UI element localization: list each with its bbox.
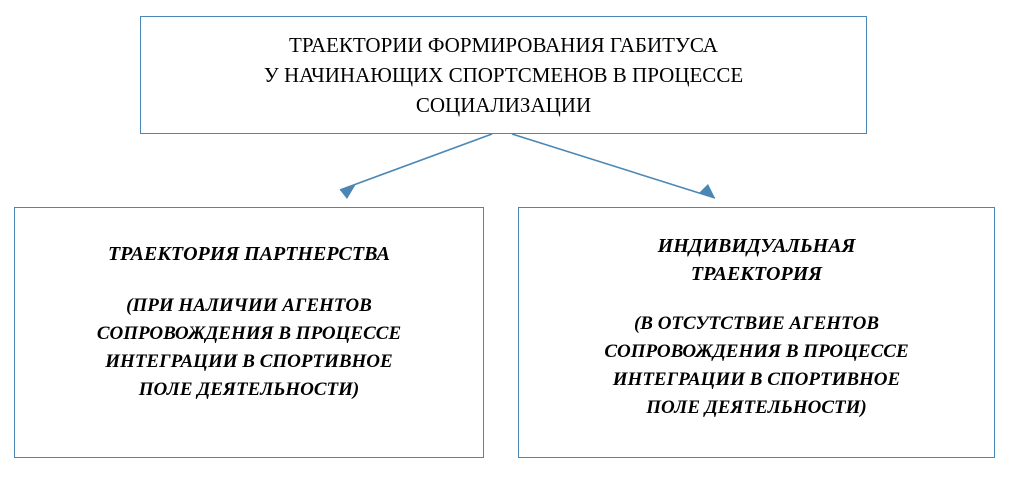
branch-node-individual <box>518 207 995 458</box>
partnership-sub-line-2: СОПРОВОЖДЕНИЯ В ПРОЦЕССЕ <box>96 323 402 344</box>
partnership-sub-line-4: ПОЛЕ ДЕЯТЕЛЬНОСТИ) <box>138 379 360 400</box>
individual-subtitle-block <box>604 310 908 422</box>
individual-sub-line-1: (В ОТСУТСТВИЕ АГЕНТОВ <box>633 313 880 334</box>
arrow-line-right <box>512 134 715 198</box>
individual-title-line-1: ИНДИВИДУАЛЬНАЯ <box>657 235 856 257</box>
individual-sub-line-2: СОПРОВОЖДЕНИЯ В ПРОЦЕССЕ <box>604 341 909 362</box>
root-node-line-2: У НАЧИНАЮЩИХ СПОРТСМЕНОВ В ПРОЦЕССЕ <box>263 63 744 87</box>
arrow-line-left <box>340 134 492 190</box>
partnership-sub-line-1: (ПРИ НАЛИЧИИ АГЕНТОВ <box>126 295 372 316</box>
individual-title-line-2: ТРАЕКТОРИЯ <box>690 263 823 285</box>
root-node-line-3: СОЦИАЛИЗАЦИИ <box>415 93 592 117</box>
individual-sub-line-4: ПОЛЕ ДЕЯТЕЛЬНОСТИ) <box>646 397 867 418</box>
arrow-head-right <box>699 184 715 198</box>
partnership-sub-line-3: ИНТЕГРАЦИИ В СПОРТИВНОЕ <box>105 351 393 372</box>
branch-node-partnership <box>14 207 484 458</box>
arrow-head-left <box>340 184 356 199</box>
partnership-title-line-1: ТРАЕКТОРИЯ ПАРТНЕРСТВА <box>107 243 391 265</box>
partnership-title-block <box>108 240 390 268</box>
individual-sub-line-3: ИНТЕГРАЦИИ В СПОРТИВНОЕ <box>612 369 901 390</box>
individual-title-block <box>658 232 856 288</box>
root-node-line-1: ТРАЕКТОРИИ ФОРМИРОВАНИЯ ГАБИТУСА <box>289 33 718 57</box>
partnership-subtitle-block <box>97 292 401 404</box>
root-node-box <box>140 16 867 134</box>
